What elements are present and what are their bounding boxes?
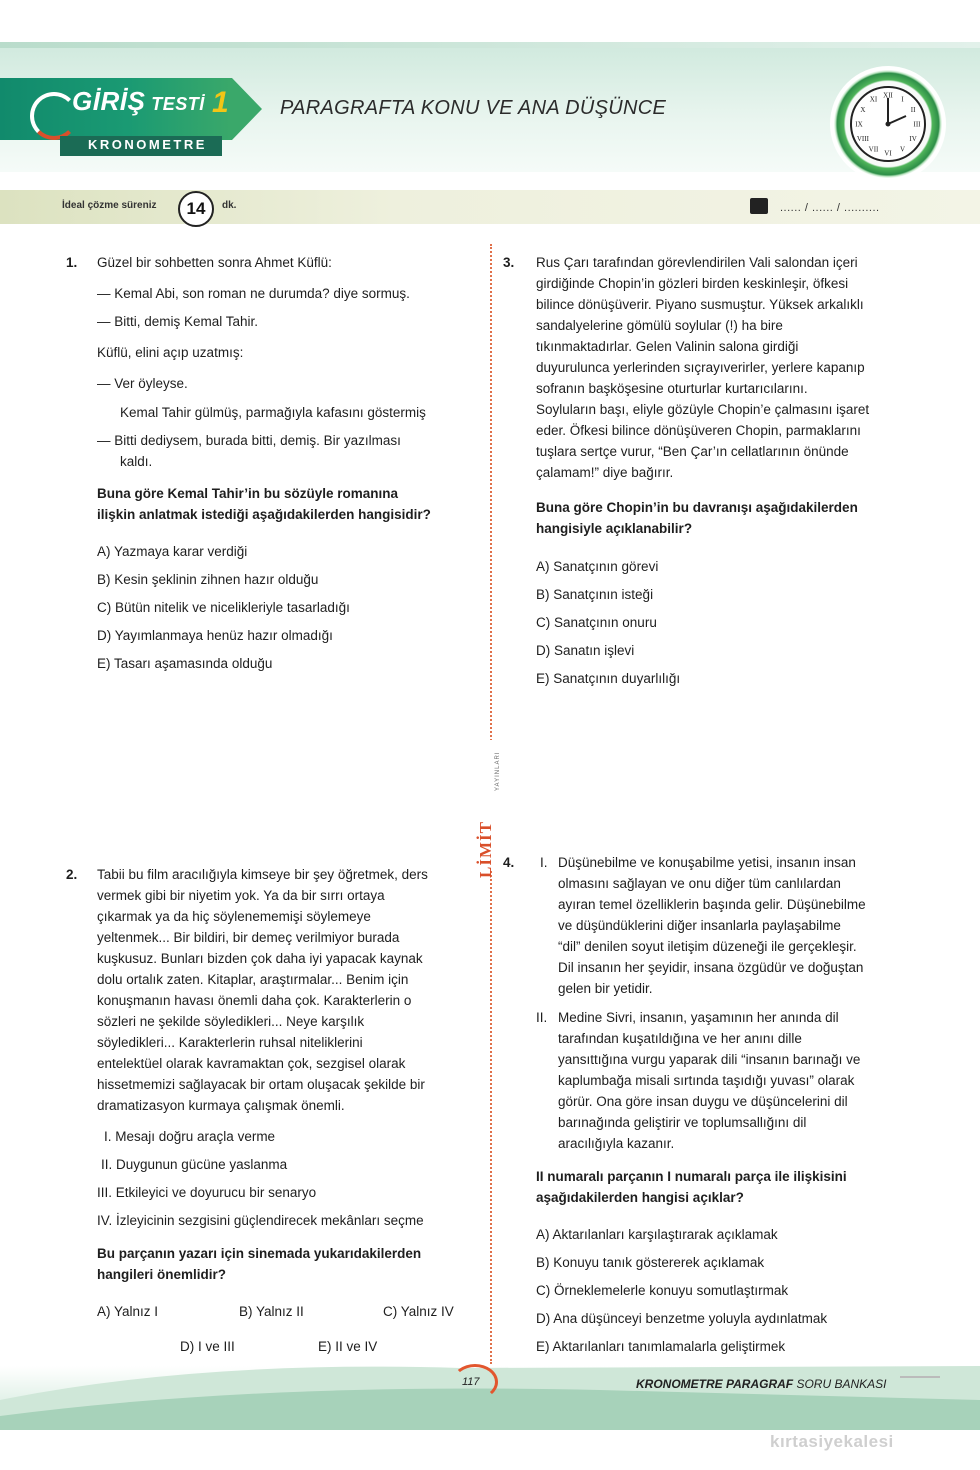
question-1-line: Kemal Tahir gülmüş, parmağıyla kafasını göstermiş: [120, 405, 426, 420]
ideal-time-label: İdeal çözme süreniz: [62, 200, 157, 211]
question-4-number: 4.: [503, 855, 515, 870]
question-3-line: Rus Çarı tarafından görevlendirilen Vali salondan içeri: [536, 255, 858, 270]
question-2-item: I. Mesajı doğru araçla verme: [104, 1129, 276, 1144]
question-2-stem: Bu parçanın yazarı için sinemada yukarıdakilerden: [97, 1246, 422, 1261]
question-3-option-b[interactable]: B) Sanatçının isteği: [536, 587, 654, 602]
watermark: kırtasiyekalesi: [770, 1432, 894, 1451]
question-1-option-b[interactable]: B) Kesin şeklinin zihnen hazır olduğu: [97, 572, 319, 587]
clock-numeral: V: [899, 145, 906, 154]
clock-numeral: VII: [868, 145, 879, 154]
question-4-part1-line: Düşünebilme ve konuşabilme yetisi, insanın insan: [558, 855, 856, 870]
publisher-mark: [474, 740, 501, 878]
calendar-icon: [750, 198, 768, 214]
question-3-option-c[interactable]: C) Sanatçının onuru: [536, 615, 657, 630]
question-4-part1-label: I.: [540, 855, 548, 870]
question-4-part2-line: tarafından kuşatıldığına ve her anını dille: [558, 1031, 802, 1046]
question-2-item: IV. İzleyicinin sezgisini güçlendirecek mekânları seçme: [97, 1213, 424, 1228]
question-3-line: duyurulunca yerlerinden sıçrayıverirler, yerlere kapanıp: [536, 360, 865, 375]
question-2-option-c[interactable]: C) Yalnız IV: [383, 1304, 454, 1319]
question-3-line: sandalyelerine gömülü soylular (!) ha bire: [536, 318, 783, 333]
clock-numeral: VI: [884, 149, 892, 158]
question-3-stem: hangisiyle açıklanabilir?: [536, 521, 693, 536]
question-1-line: — Bitti, demiş Kemal Tahir.: [97, 314, 259, 329]
question-2-number: 2.: [66, 867, 78, 882]
question-1-line: kaldı.: [120, 454, 153, 469]
clock-numeral: XII: [883, 91, 893, 100]
question-4-part2-line: yansıttığına vurgu yaparak dili “insanın barınağı ve: [558, 1052, 861, 1067]
book-title: KRONOMETRE PARAGRAF SORU BANKASI: [636, 1377, 887, 1391]
publisher-sub: YAYINLARI: [495, 751, 501, 791]
question-2-line: söyledikleri... Karakterlerin ruhsal niteliklerini: [97, 1035, 363, 1050]
question-1-stem: ilişkin anlatmak istediği aşağıdakilerden hangisidir?: [97, 507, 431, 522]
question-4-option-d[interactable]: D) Ana düşünceyi benzetme yoluyla aydınlatmak: [536, 1311, 828, 1326]
question-2-item: II. Duygunun gücüne yaslanma: [101, 1157, 288, 1172]
clock-numeral: VIII: [856, 135, 869, 143]
question-4-part1-line: ayıran temel özelliklerin başında gelir. Düşünebilme: [558, 897, 866, 912]
question-4-part2-line: kaplumbağa misali sırtında taşıdığı yuvası” olarak: [558, 1073, 855, 1088]
speedometer-icon: [30, 92, 78, 140]
question-4-option-a[interactable]: A) Aktarılanları karşılaştırarak açıklamak: [536, 1227, 778, 1242]
question-2-line: Tabii bu film aracılığıyla kimseye bir şey öğretmek, ders: [97, 867, 428, 882]
question-2-line: yeltenmek... Bir bildiri, bir demeç verilmiyor burada: [97, 930, 400, 945]
question-2-line: çıkarmak ya da hiç söylenememişi söylemeye: [97, 909, 371, 924]
question-3-line: tuşlara sertçe vurur, “Ben Çar’ın cellatlarının önünde: [536, 444, 849, 459]
question-2-line: sözleri ne şekilde söyledikleri... Neye karşılık: [97, 1014, 365, 1029]
question-4-stem: II numaralı parçanın I numaralı parça ile ilişkisini: [536, 1169, 847, 1184]
clock-numeral: II: [910, 106, 916, 114]
question-2-line: hissetmemizi sağlayacak bir ortam oluşacak şekilde bir: [97, 1077, 425, 1092]
question-4-part1-line: Dil insanın her şeyidir, insana özgüdür ve doğuştan: [558, 960, 864, 975]
clock-numeral: III: [913, 120, 921, 129]
question-4-stem: aşağıdakilerden hangisi açıklar?: [536, 1190, 744, 1205]
question-2-option-d[interactable]: D) I ve III: [180, 1339, 235, 1354]
question-2-option-b[interactable]: B) Yalnız II: [239, 1304, 304, 1319]
question-4-option-e[interactable]: E) Aktarılanları tanımlamalarla geliştirmek: [536, 1339, 786, 1354]
question-4-part1-line: ve düşündüklerini diğer insanlarla paylaşabilme: [558, 918, 841, 933]
question-2-option-a[interactable]: A) Yalnız I: [97, 1304, 159, 1319]
question-2-item: III. Etkileyici ve doyurucu bir senaryo: [97, 1185, 317, 1200]
question-2-option-e[interactable]: E) II ve IV: [318, 1339, 378, 1354]
question-3-stem: Buna göre Chopin’in bu davranışı aşağıdakilerden: [536, 500, 858, 515]
test-badge-arrow: [232, 78, 262, 140]
clock-numeral: XI: [869, 95, 878, 104]
question-4-option-c[interactable]: C) Örneklemelerle konuyu somutlaştırmak: [536, 1283, 789, 1298]
question-3-line: sofranın başköşesine oturturlar kurtarıcılarını.: [536, 381, 808, 396]
question-3-option-e[interactable]: E) Sanatçının duyarlılığı: [536, 671, 681, 686]
question-4-part1-line: “dil” denilen soyut iletişim düzeneği ile gerçekleşir.: [558, 939, 857, 954]
ideal-time-unit: dk.: [222, 200, 237, 211]
question-1-number: 1.: [66, 255, 78, 270]
question-2-line: konuşmanın havası önemli daha çok. Karakterlerin o: [97, 993, 412, 1008]
question-3-line: çalamam!” diye bağırır.: [536, 465, 674, 480]
question-2-line: kuşkusuz. Bunları bizden çok daha iyi yapacak kaynak: [97, 951, 423, 966]
question-1-line: Güzel bir sohbetten sonra Ahmet Küflü:: [97, 255, 332, 270]
header-stripe: [0, 42, 980, 48]
question-1-line: — Bitti dediysem, burada bitti, demiş. Bir yazılması: [97, 433, 401, 448]
question-4-part2-line: aracılığıyla kazanır.: [558, 1136, 675, 1151]
question-4-option-b[interactable]: B) Konuyu tanık göstererek açıklamak: [536, 1255, 765, 1270]
footer-rule: [900, 1376, 940, 1378]
clock-numeral: X: [860, 106, 866, 114]
clock-numeral: IV: [909, 135, 917, 143]
question-4-part2-label: II.: [536, 1010, 548, 1025]
question-3-number: 3.: [503, 255, 515, 270]
question-3-line: girdiğinde Chopin’in gözleri birden keskinleşir, öfkesi: [536, 276, 849, 291]
question-4-part1-line: gelen bir yetidir.: [558, 981, 653, 996]
question-1-line: Küflü, elini açıp uzatmış:: [97, 345, 244, 360]
kronometre-label: KRONOMETRE: [88, 137, 207, 152]
question-3-line: bilince dönüşüverir. Piyano susmuştur. Yüksek arkalıklı: [536, 297, 864, 312]
question-1-line: — Ver öyleyse.: [97, 376, 188, 391]
question-3-option-d[interactable]: D) Sanatın işlevi: [536, 643, 635, 658]
question-2-stem: hangileri önemlidir?: [97, 1267, 227, 1282]
question-4-part2-line: Medine Sivri, insanın, yaşamının her anında dil: [558, 1010, 839, 1025]
question-4-part2-line: barınağında geliştirir ve toplumsallığını dil: [558, 1115, 807, 1130]
question-3-option-a[interactable]: A) Sanatçının görevi: [536, 559, 659, 574]
question-1-option-c[interactable]: C) Bütün nitelik ve nicelikleriyle tasarladığı: [97, 600, 350, 615]
page-title: PARAGRAFTA KONU VE ANA DÜŞÜNCE: [280, 97, 667, 119]
question-2-line: dramatizasyon kurmaya çalışmak önemli.: [97, 1098, 345, 1113]
question-3-line: tıkınmaktadırlar. Gelen Valinin salona girdiği: [536, 339, 799, 354]
test-number: 1: [212, 86, 229, 119]
publisher-logo: LİMİT: [476, 821, 495, 878]
question-1-option-d[interactable]: D) Yayımlanmaya henüz hazır olmadığı: [97, 628, 333, 643]
question-4-part2-line: görür. Ona göre insan duygu ve düşüncelerini dil: [558, 1094, 848, 1109]
question-3-line: eder. Öfkesi bilince dönüşüveren Chopin, parmaklarını: [536, 423, 861, 438]
ideal-time-value: 14: [178, 191, 214, 227]
question-1-stem: Buna göre Kemal Tahir’in bu sözüyle romanına: [97, 486, 399, 501]
question-1-option-e[interactable]: E) Tasarı aşamasında olduğu: [97, 656, 273, 671]
question-1-line: — Kemal Abi, son roman ne durumda? diye sormuş.: [97, 286, 410, 301]
question-1-option-a[interactable]: A) Yazmaya karar verdiği: [97, 544, 248, 559]
clock-face-icon: [848, 84, 928, 164]
question-4-part1-line: olmasını sağlayan ve onu diğer tüm canlılardan: [558, 876, 841, 891]
question-2-line: vermek gibi bir niyetim yok. Ya da bir sırrı ortaya: [97, 888, 385, 903]
clock-numeral: IX: [855, 120, 863, 129]
date-field[interactable]: ...... / ...... / ..........: [780, 202, 880, 214]
question-3-line: Soyluların başı, eliyle gözüyle Chopin’e çalmasını işaret: [536, 402, 870, 417]
question-2-line: entelektüel olarak kavramaktan çok, sezgisel olarak: [97, 1056, 406, 1071]
test-title: GİRİŞ TESTİ: [72, 86, 205, 116]
question-2-line: dolu ortalık zaten. Kitaplar, araştırmalar... Benim için: [97, 972, 409, 987]
clock-numeral: I: [901, 95, 904, 104]
page-number: 117: [462, 1376, 480, 1388]
